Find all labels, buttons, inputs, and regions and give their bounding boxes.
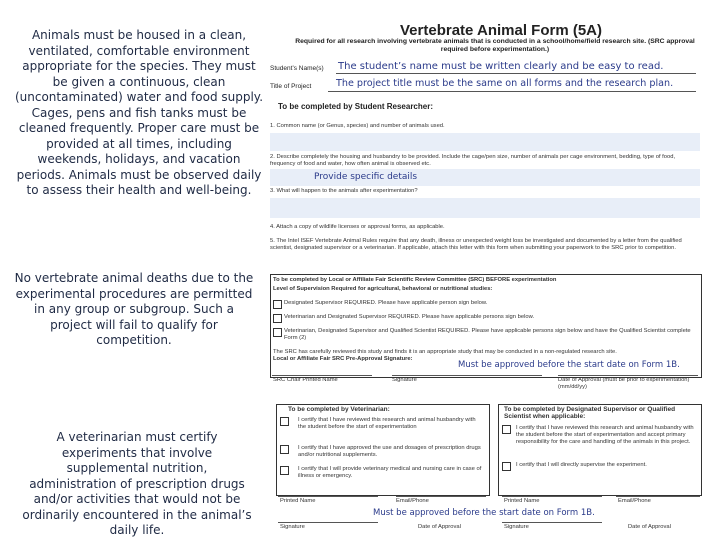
level-option-1-checkbox[interactable] bbox=[273, 300, 282, 309]
ds-printed-name-line[interactable] bbox=[502, 496, 602, 497]
src-chair-label: SRC Chair Printed Name bbox=[273, 377, 338, 383]
annotation-specific-details: Provide specific details bbox=[314, 172, 418, 182]
annotation-approved-1b-bottom: Must be approved before the start date on Form 1B. bbox=[373, 508, 595, 518]
ds-date-label: Date of Approval bbox=[628, 524, 671, 530]
answer-3-area[interactable] bbox=[270, 198, 700, 218]
project-title-label: Title of Project bbox=[270, 83, 312, 90]
vet-email-line[interactable] bbox=[396, 496, 486, 497]
src-statement: The SRC has carefully reviewed this study and finds it is an appropriate study that may be conducted in a non-regulated research site. bbox=[273, 349, 617, 355]
vet-item-2: I certify that I have approved the use and dosages of prescription drugs and/or nutritional supplements. bbox=[298, 445, 481, 458]
src-signature-line[interactable] bbox=[392, 375, 542, 376]
ds-email-line[interactable] bbox=[616, 496, 700, 497]
level-option-1: Designated Supervisor REQUIRED. Please have applicable person sign below. bbox=[284, 300, 488, 306]
project-title-line bbox=[328, 91, 696, 92]
ds-heading: To be completed by Designated Supervisor or Qualified Scientist when applicable: bbox=[504, 406, 676, 420]
ds-item-2-checkbox[interactable] bbox=[502, 462, 511, 471]
annotation-approved-1b-top: Must be approved before the start date on Form 1B. bbox=[458, 360, 680, 370]
ds-item-2: I certify that I will directly supervise the experiment. bbox=[516, 462, 647, 468]
vertebrate-animal-form bbox=[268, 20, 708, 536]
veterinarian-note: A veterinarian must certify experiments that involve supplemental nutrition, administration of prescription drugs and/or activities that would not be ordinarily encountered in the animal’s daily life. bbox=[22, 430, 252, 537]
student-name-label: Student’s Name(s) bbox=[270, 65, 324, 72]
vet-date-label: Date of Approval bbox=[418, 524, 461, 530]
form-title: Vertebrate Animal Form (5A) bbox=[400, 22, 602, 39]
vet-printed-name-label: Printed Name bbox=[280, 498, 316, 504]
src-heading: To be completed by Local or Affiliate Fair Scientific Review Committee (SRC) BEFORE experimentation bbox=[273, 277, 557, 283]
src-chair-line[interactable] bbox=[272, 375, 372, 376]
ds-item-1: I certify that I have reviewed this research and animal husbandry with the student before the start of experimentation and accept primary responsibility for the care and handling of the animals in this project. bbox=[516, 425, 694, 445]
answer-1-area[interactable] bbox=[270, 133, 700, 151]
student-name-line bbox=[336, 73, 696, 74]
level-option-3: Veterinarian, Designated Supervisor and Qualified Scientist REQUIRED. Please have applicable persons sign below and have the Qualified Scientist complete Form (2) bbox=[284, 328, 691, 341]
vet-heading: To be completed by Veterinarian: bbox=[288, 406, 390, 413]
student-research-heading: To be completed by Student Researcher: bbox=[278, 102, 433, 111]
vet-signature-line[interactable] bbox=[278, 522, 378, 523]
level-option-2: Veterinarian and Designated Supervisor REQUIRED. Please have applicable persons sign below. bbox=[284, 314, 535, 320]
vet-item-2-checkbox[interactable] bbox=[280, 445, 289, 454]
vet-item-3: I certify that I will provide veterinary medical and nursing care in case of illness or emergency. bbox=[298, 466, 482, 479]
annotation-student-name: The student’s name must be written clearly and be easy to read. bbox=[338, 61, 664, 72]
question-3: 3. What will happen to the animals after experimentation? bbox=[270, 188, 418, 194]
ds-item-1-checkbox[interactable] bbox=[502, 425, 511, 434]
level-option-3-checkbox[interactable] bbox=[273, 328, 282, 337]
question-5: 5. The Intel ISEF Vertebrate Animal Rules require that any death, illness or unexpected weight loss be investigated and documented by a letter from the qualified scientist, designated supervisor or a veterinarian. If applicable, attach this letter with this form when submitting your paperwork to the SRC prior to competition. bbox=[270, 238, 682, 251]
vet-item-3-checkbox[interactable] bbox=[280, 466, 289, 475]
deaths-note: No vertebrate animal deaths due to the experimental procedures are permitted in any group or subgroup. Such a project will fail to qualify for competition. bbox=[14, 271, 254, 347]
housing-note: Animals must be housed in a clean, ventilated, comfortable environment appropriate for the species. They must be given a continuous, clean (uncontaminated) water and food supply. Cages, pens and fish tanks must be cleaned frequently. Proper care must be provided at all times, including weekends, holidays, and vacation periods. Animals must be observed daily to assess their health and well-being. bbox=[14, 28, 264, 197]
vet-email-label: Email/Phone bbox=[396, 498, 429, 504]
vet-item-1: I certify that I have reviewed this research and animal husbandry with the student before the start of experimentation bbox=[298, 417, 476, 430]
ds-signature-line[interactable] bbox=[502, 522, 602, 523]
form-subtitle: Required for all research involving vertebrate animals that is conducted in a school/home/field research site. (SRC approval required before experimentation.) bbox=[295, 38, 695, 53]
ds-email-label: Email/Phone bbox=[618, 498, 651, 504]
annotation-project-title: The project title must be the same on all forms and the research plan. bbox=[336, 78, 674, 89]
ds-printed-name-label: Printed Name bbox=[504, 498, 540, 504]
question-1: 1. Common name (or Genus, species) and number of animals used. bbox=[270, 123, 445, 129]
vet-item-1-checkbox[interactable] bbox=[280, 417, 289, 426]
level-heading: Level of Supervision Required for agricultural, behavioral or nutritional studies: bbox=[273, 286, 493, 292]
preapproval-label: Local or Affiliate Fair SRC Pre-Approval Signature: bbox=[273, 356, 413, 362]
src-date-label: Date of Approval (must be prior to experimentation) (mm/dd/yy) bbox=[558, 377, 690, 390]
ds-signature-label: Signature bbox=[504, 524, 529, 530]
vet-signature-label: Signature bbox=[280, 524, 305, 530]
question-2: 2. Describe completely the housing and husbandry to be provided. Include the cage/pen size, number of animals per cage environment, bedding, type of food, frequency of food and water, how often animal is observed etc. bbox=[270, 154, 676, 167]
src-signature-label: Signature bbox=[392, 377, 417, 383]
vet-printed-name-line[interactable] bbox=[278, 496, 378, 497]
level-option-2-checkbox[interactable] bbox=[273, 314, 282, 323]
question-4: 4. Attach a copy of wildlife licenses or approval forms, as applicable. bbox=[270, 224, 445, 230]
src-date-line[interactable] bbox=[558, 375, 698, 376]
